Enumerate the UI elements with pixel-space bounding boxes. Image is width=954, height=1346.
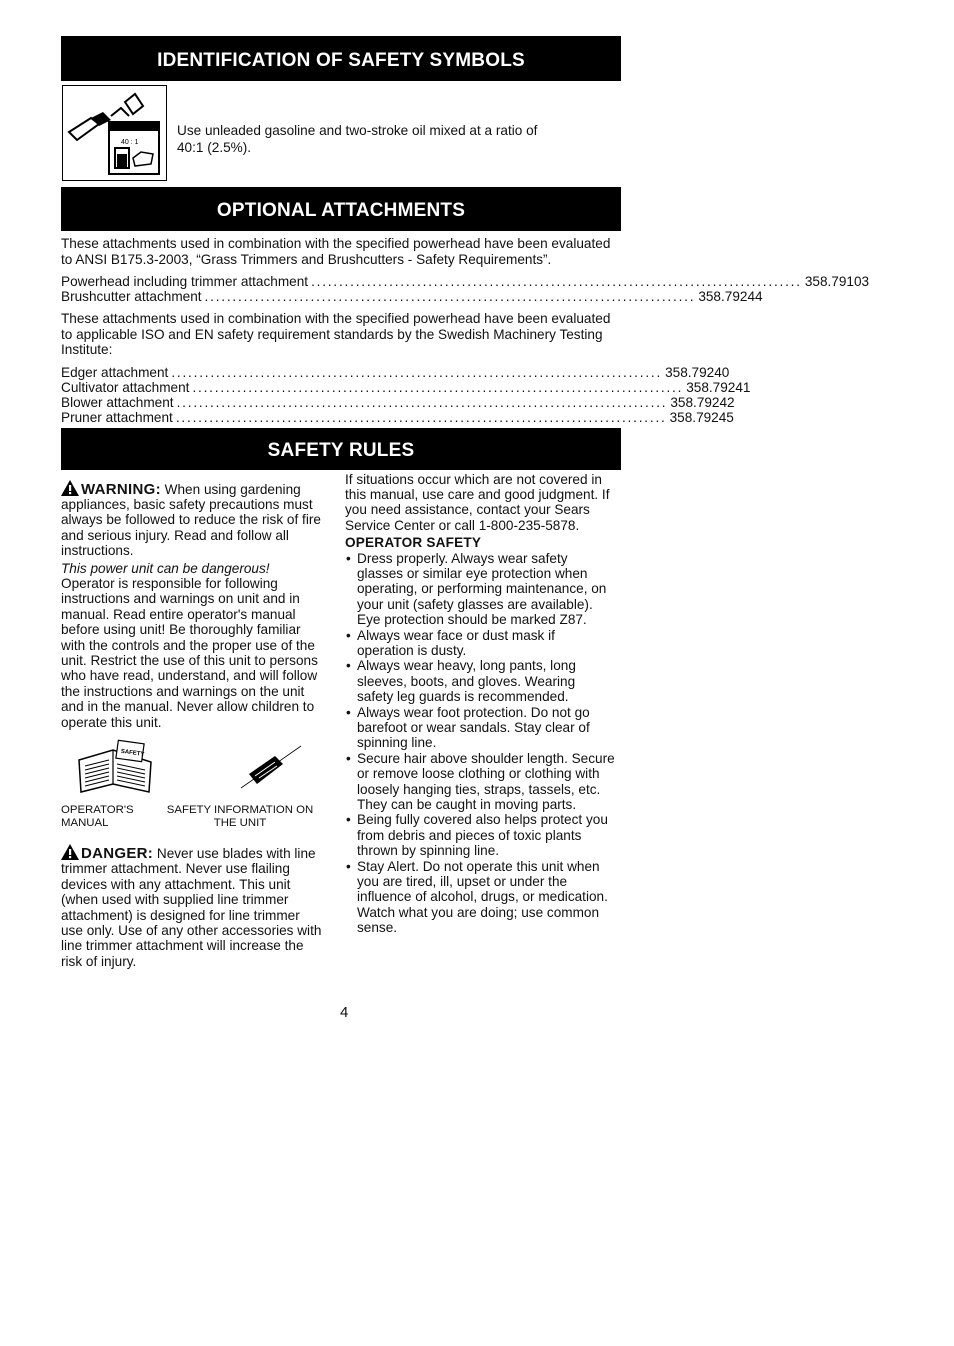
icon-captions — [61, 804, 323, 830]
warning-text: When using gardening appliances, basic safety precautions must always be followed to reduce the risk of fire and serious injury. Read and follow all instructions. — [61, 481, 321, 559]
attachment-row — [61, 379, 751, 395]
unit-safety-decal-icon — [171, 740, 311, 800]
safety-rules-banner: SAFETY RULES — [61, 428, 621, 470]
safety-left-column — [61, 478, 323, 970]
list-item: • Dress properly. Always wear safety glasses or similar eye protection when operating, or performing maintenance, on your unit (safety glasses are available). Eye protection should be marked Z87. — [345, 551, 615, 628]
leader-dots: ........................................................................................ — [171, 364, 663, 380]
fuel-mix-symbol — [62, 85, 167, 181]
attachment-row — [61, 409, 734, 425]
warning-paragraph — [61, 480, 323, 559]
situations-paragraph: If situations occur which are not covered in this manual, use care and good judgment. If you need assistance, contact your Sears Service Center or call 1-800-235-5878. — [345, 471, 610, 533]
danger-paragraph — [61, 844, 323, 969]
attachment-number: 358.79244 — [698, 289, 763, 304]
manual-page — [61, 36, 870, 969]
list-item: • Always wear face or dust mask if operation is dusty. — [345, 628, 615, 659]
list-item: • Always wear foot protection. Do not go barefoot or wear sandals. Stay clear of spinning line. — [345, 705, 615, 751]
attachment-number: 358.79245 — [669, 409, 734, 425]
danger-triangle-icon — [61, 844, 81, 860]
warning-label: WARNING: — [81, 480, 161, 498]
attachments-intro-iso: These attachments used in combination with the specified powerhead have been evaluated to applicable ISO and EN safety requirement standards by the Swedish Machinery Testing Institute: — [61, 311, 611, 357]
leader-dots: ........................................................................................ — [311, 274, 802, 289]
operators-manual-icon — [61, 740, 171, 800]
fuel-mix-text: Use unleaded gasoline and two-stroke oil mixed at a ratio of 40:1 (2.5%). — [177, 123, 538, 155]
danger-label: DANGER: — [81, 845, 154, 862]
leader-dots: ........................................................................................ — [192, 379, 684, 395]
list-item: • Stay Alert. Do not operate this unit when you are tired, ill, upset or under the influence of alcohol, drugs, or medication. Watch what you are doing; use common sense. — [345, 859, 615, 936]
safety-icons — [61, 740, 323, 800]
operator-safety-list — [345, 551, 615, 936]
list-item: • Secure hair above shoulder length. Secure or remove loose clothing or clothing with loosely hanging ties, straps, tassels, etc. They can be caught in moving parts. — [345, 751, 615, 813]
leader-dots: ........................................................................................ — [176, 394, 668, 410]
leader-dots: ........................................................................................ — [204, 289, 696, 304]
attachments-intro-ansi: These attachments used in combination with the specified powerhead have been evaluated to ANSI B175.3-2003, “Grass Trimmers and Brushcutters - Safety Requirements”. — [61, 236, 611, 267]
danger-text: Never use blades with line trimmer attachment. Never use flailing devices with any attachment. This unit (when used with supplied line trimmer attachment) is designed for line trimmer use only. Use of any other accessories with line trimmer attachment will increase the risk of injury. — [61, 846, 322, 969]
attachments-banner: OPTIONAL ATTACHMENTS — [61, 187, 621, 231]
manual-safety-text: SAFETY — [120, 748, 145, 758]
attachment-number: 358.79242 — [670, 394, 735, 410]
attachment-name: Brushcutter attachment — [61, 289, 202, 304]
attachment-row — [61, 289, 763, 304]
attachment-row — [61, 394, 735, 410]
attachment-row — [61, 274, 870, 289]
attachment-name: Pruner attachment — [61, 409, 173, 425]
attachment-list-ansi — [61, 274, 870, 304]
fuel-can-icon — [63, 86, 165, 179]
attachment-row — [61, 364, 730, 380]
fuel-symbol-row — [61, 85, 621, 185]
attachment-name: Blower attachment — [61, 394, 174, 410]
attachment-number: 358.79103 — [804, 274, 870, 289]
attachment-number: 358.79240 — [665, 364, 730, 380]
safety-columns — [61, 471, 621, 970]
list-item: • Always wear heavy, long pants, long sleeves, boots, and gloves. Wearing safety leg guards is recommended. — [345, 658, 615, 704]
warning-triangle-icon — [61, 480, 81, 496]
operator-safety-heading: OPERATOR SAFETY — [345, 535, 482, 551]
caption-unit-safety: SAFETY INFORMATION ON THE UNIT — [166, 804, 314, 829]
caption-operators-manual: OPERATOR'S MANUAL — [61, 804, 134, 829]
leader-dots: ........................................................................................ — [175, 409, 667, 425]
danger-statement: This power unit can be dangerous! — [61, 560, 270, 576]
operator-responsibility: Operator is responsible for following instructions and warnings on unit and in manual. Read entire operator's manual before using unit! Be thoroughly familiar with the controls and the proper use of the unit. Restrict the use of this unit to persons who have read, understand, and will follow the instructions and warnings on the unit and in the manual. Never allow children to operate this unit. — [61, 575, 318, 730]
symbols-banner: IDENTIFICATION OF SAFETY SYMBOLS — [61, 36, 621, 81]
attachment-number: 358.79241 — [686, 379, 751, 395]
list-item: • Being fully covered also helps protect you from debris and pieces of toxic plants thrown by spinning line. — [345, 812, 615, 858]
ratio-text: 40 : 1 — [121, 139, 139, 146]
safety-right-column — [345, 472, 615, 970]
page-number: 4 — [340, 1004, 349, 1021]
attachment-name: Edger attachment — [61, 364, 169, 380]
attachment-name: Powerhead including trimmer attachment — [61, 274, 309, 289]
attachment-list-iso — [61, 364, 751, 425]
attachment-name: Cultivator attachment — [61, 379, 190, 395]
